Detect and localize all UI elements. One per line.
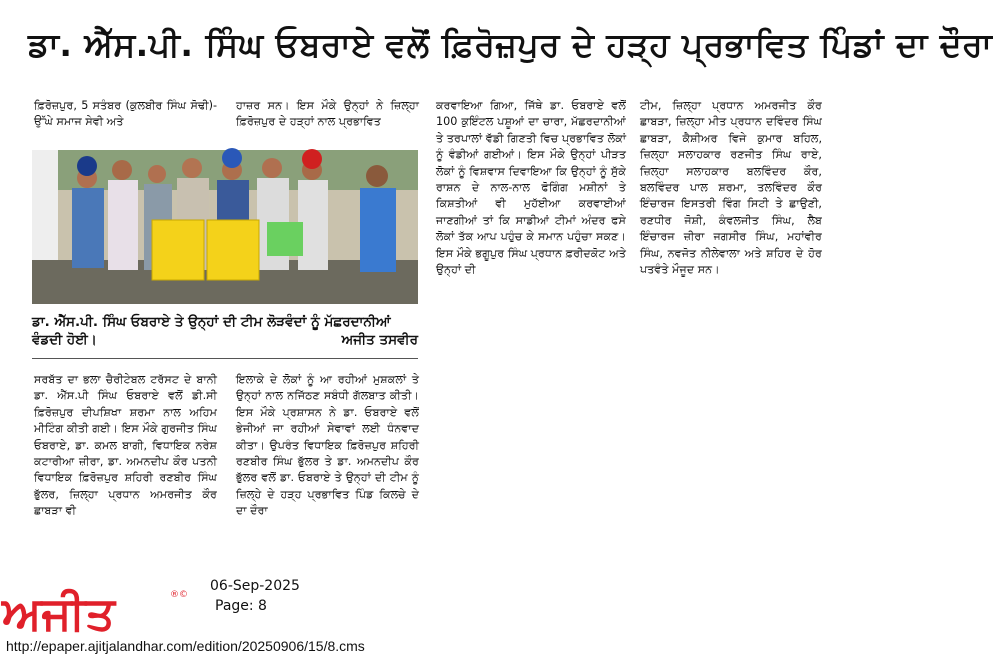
- article-lower-column-2: ਇਲਾਕੇ ਦੇ ਲੋਕਾਂ ਨੂੰ ਆ ਰਹੀਆਂ ਮੁਸ਼ਕਲਾਂ ਤੇ ਉਨ੍ਹਾਂ ਨਾਲ ਨਜਿੱਠਣ ਸਬੰਧੀ ਗੱਲਬਾਤ ਕੀਤੀ। ਇਸ ਮੌਕੇ ਪ੍ਰਸ਼ਾਸਨ ਨੇ ਡਾ. ਓਬਰਾਏ ਵਲੋਂ ਭੇਜੀਆਂ ਜਾ ਰਹੀਆਂ ਸੇਵਾਵਾਂ ਲਈ ਧੰਨਵਾਦ ਕੀਤਾ। ਉਪਰੰਤ ਵਿਧਾਇਕ ਫ਼ਿਰੋਜ਼ਪੁਰ ਸ਼ਹਿਰੀ ਰਣਬੀਰ ਸਿੰਘ ਭੁੱਲਰ ਤੇ ਡਾ. ਅਮਨਦੀਪ ਕੌਰ ਭੁੱਲਰ ਵਲੋਂ ਡਾ. ਓਬਰਾਏ ਤੇ ਉਨ੍ਹਾਂ ਦੀ ਟੀਮ ਨੂੰ ਜ਼ਿਲ੍ਹੇ ਦੇ ਹੜ੍ਹ ਪ੍ਰਭਾਵਿਤ ਪਿੰਡ ਕਿਲਚੇ ਦੇ ਦਾ ਦੌਰਾ: [236, 373, 419, 518]
- logo-text: ਅਜੀਤ: [2, 586, 115, 640]
- logo-registered-mark: ®©: [170, 590, 188, 600]
- photo-caption-text: ਡਾ. ਐੱਸ.ਪੀ. ਸਿੰਘ ਓਬਰਾਏ ਤੇ ਉਨ੍ਹਾਂ ਦੀ ਟੀਮ ਲੋੜਵੰਦਾਂ ਨੂੰ ਮੱਛਰਦਾਨੀਆਂ ਵੰਡਦੀ ਹੋਈ।: [32, 314, 391, 348]
- ajit-logo: [2, 585, 188, 640]
- photo-credit: ਅਜੀਤ ਤਸਵੀਰ: [341, 332, 418, 348]
- article-column-4: ਟੀਮ, ਜ਼ਿਲ੍ਹਾ ਪ੍ਰਧਾਨ ਅਮਰਜੀਤ ਕੌਰ ਛਾਬੜਾ, ਜ਼ਿਲ੍ਹਾ ਮੀਤ ਪ੍ਰਧਾਨ ਦਵਿੰਦਰ ਸਿੰਘ ਛਾਬੜਾ, ਕੈਸ਼ੀਅਰ ਵਿਜੇ ਕੁਮਾਰ ਬਹਿਲ, ਜ਼ਿਲ੍ਹਾ ਸਲਾਹਕਾਰ ਰਣਜੀਤ ਸਿੰਘ ਰਾਏ, ਜ਼ਿਲ੍ਹਾ ਸਲਾਹਕਾਰ ਬਲਵਿੰਦਰ ਕੌਰ, ਬਲਵਿੰਦਰ ਪਾਲ ਸ਼ਰਮਾ, ਤਲਵਿੰਦਰ ਕੌਰ ਇੰਚਾਰਜ ਇਸਤਰੀ ਵਿੰਗ ਸਿਟੀ ਤੇ ਛਾਉਣੀ, ਰਣਧੀਰ ਜੋਸ਼ੀ, ਕੰਵਲਜੀਤ ਸਿੰਘ, ਲੈਬ ਇੰਚਾਰਜ ਜ਼ੀਰਾ ਜਗਸੀਰ ਸਿੰਘ, ਮਹਾਂਵੀਰ ਸਿੰਘ, ਨਵਜੋਤ ਨੀਲੇਵਾਲਾ ਅਤੇ ਸ਼ਹਿਰ ਦੇ ਹੋਰ ਪਤਵੰਤੇ ਮੌਜੂਦ ਸਨ।: [640, 99, 822, 277]
- article-column-3: ਕਰਵਾਇਆ ਗਿਆ, ਜਿੱਥੇ ਡਾ. ਓਬਰਾਏ ਵਲੋਂ 100 ਕੁਇੰਟਲ ਪਸ਼ੂਆਂ ਦਾ ਚਾਰਾ, ਮੱਛਰਦਾਨੀਆਂ ਤੇ ਤਰਪਾਲਾਂ ਵੱਡੀ ਗਿਣਤੀ ਵਿਚ ਪ੍ਰਭਾਵਿਤ ਲੋਕਾਂ ਨੂੰ ਵੰਡੀਆਂ ਗਈਆਂ। ਇਸ ਮੌਕੇ ਉਨ੍ਹਾਂ ਪੀੜਤ ਲੋਕਾਂ ਨੂੰ ਵਿਸ਼ਵਾਸ ਦਿਵਾਇਆ ਕਿ ਉਨ੍ਹਾਂ ਨੂੰ ਸੁੱਕੇ ਰਾਸ਼ਨ ਦੇ ਨਾਲ-ਨਾਲ ਫੋਗਿੰਗ ਮਸ਼ੀਨਾਂ ਤੇ ਕਿਸ਼ਤੀਆਂ ਵੀ ਮੁਹੱਈਆ ਕਰਵਾਈਆਂ ਜਾਣਗੀਆਂ ਤਾਂ ਕਿ ਸਾਡੀਆਂ ਟੀਮਾਂ ਅੰਦਰ ਫਸੇ ਲੋਕਾਂ ਤੱਕ ਆਪ ਪਹੁੰਚ ਕੇ ਸਮਾਨ ਪਹੁੰਚਾ ਸਕਣ। ਇਸ ਮੌਕੇ ਭਗੂਪੁਰ ਸਿੰਘ ਪ੍ਰਧਾਨ ਫ਼ਰੀਦਕੋਟ ਅਤੇ ਉਨ੍ਹਾਂ ਦੀ: [436, 99, 626, 277]
- article-column-2: ਹਾਜ਼ਰ ਸਨ। ਇਸ ਮੌਕੇ ਉਨ੍ਹਾਂ ਨੇ ਜ਼ਿਲ੍ਹਾ ਫ਼ਿਰੋਜ਼ਪੁਰ ਦੇ ਹੜ੍ਹਾਂ ਨਾਲ ਪ੍ਰਭਾਵਿਤ: [236, 99, 419, 129]
- page-number: Page: 8: [215, 598, 267, 614]
- divider: [32, 358, 418, 359]
- news-photo-illustration: [32, 150, 418, 304]
- edition-date: 06-Sep-2025: [210, 578, 300, 594]
- photo-caption: [32, 313, 418, 349]
- edition-url[interactable]: http://epaper.ajitjalandhar.com/edition/20250906/15/8.cms: [6, 638, 365, 654]
- article-column-1: ਫ਼ਿਰੋਜ਼ਪੁਰ, 5 ਸਤੰਬਰ (ਕੁਲਬੀਰ ਸਿੰਘ ਸੋਢੀ)- ਉੱਘੇ ਸਮਾਜ ਸੇਵੀ ਅਤੇ: [34, 99, 217, 129]
- ajit-logo-mark: [2, 585, 188, 640]
- article-lower-column-1: ਸਰਬੱਤ ਦਾ ਭਲਾ ਚੈਰੀਟੇਬਲ ਟਰੱਸਟ ਦੇ ਬਾਨੀ ਡਾ. ਐੱਸ.ਪੀ ਸਿੰਘ ਓਬਰਾਏ ਵਲੋਂ ਡੀ.ਸੀ ਫ਼ਿਰੋਜ਼ਪੁਰ ਦੀਪਸ਼ਿਖਾ ਸ਼ਰਮਾ ਨਾਲ ਅਹਿਮ ਮੀਟਿੰਗ ਕੀਤੀ ਗਈ। ਇਸ ਮੌਕੇ ਗੁਰਜੀਤ ਸਿੰਘ ਓਬਰਾਏ, ਡਾ. ਕਮਲ ਬਾਗੀ, ਵਿਧਾਇਕ ਨਰੇਸ਼ ਕਟਾਰੀਆ ਜ਼ੀਰਾ, ਡਾ. ਅਮਨਦੀਪ ਕੌਰ ਪਤਨੀ ਵਿਧਾਇਕ ਫ਼ਿਰੋਜ਼ਪੁਰ ਸ਼ਹਿਰੀ ਰਣਬੀਰ ਸਿੰਘ ਭੁੱਲਰ, ਜ਼ਿਲ੍ਹਾ ਪ੍ਰਧਾਨ ਅਮਰਜੀਤ ਕੌਰ ਛਾਬੜਾ ਵੀ: [34, 373, 217, 518]
- headline: ਡਾ. ਐੱਸ.ਪੀ. ਸਿੰਘ ਓਬਰਾਏ ਵਲੋਂ ਫ਼ਿਰੋਜ਼ਪੁਰ ਦੇ ਹੜ੍ਹ ਪ੍ਰਭਾਵਿਤ ਪਿੰਡਾਂ ਦਾ ਦੌਰਾ: [28, 25, 993, 64]
- news-photo: [32, 150, 418, 304]
